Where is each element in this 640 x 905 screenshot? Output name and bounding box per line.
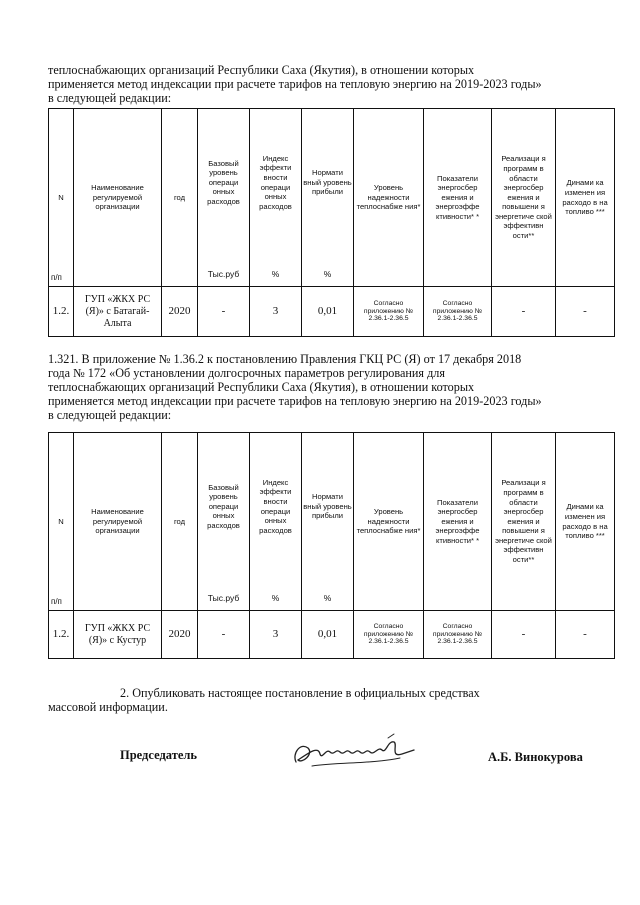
col-header-reliability: Уровень надежности теплоснабже ния* <box>354 433 424 611</box>
section-line: года № 172 «Об установлении долгосрочных параметров регулирования для <box>48 366 445 380</box>
col-header-base: Базовый уровень операци онных расходов Тыс.руб <box>198 433 250 611</box>
col-header-year: год <box>162 433 198 611</box>
col-header-norm: Нормати вный уровень прибыли % <box>302 109 354 287</box>
section-line: 1.321. В приложение № 1.36.2 к постановлению Правления ГКЦ РС (Я) от 17 декабря 2018 <box>48 352 522 366</box>
signer-name: А.Б. Винокурова <box>488 750 583 764</box>
intro-line: в следующей редакции: <box>48 91 172 105</box>
cell-energy: Согласно приложению № 2.36.1-2.36.5 <box>424 611 492 659</box>
cell-norm: 0,01 <box>302 287 354 337</box>
col-header-programs: Реализаци я программ в области энергосбер ежения и повышени я энергетиче ской эффективн ости** <box>492 433 556 611</box>
col-header-energy: Показатели энергосбер ежения и энергоэффе ктивности* * <box>424 109 492 287</box>
cell-n: 1.2. <box>49 611 74 659</box>
col-header-n: N п/п <box>49 433 74 611</box>
cell-name: ГУП «ЖКХ РС (Я)» с Батагай-Алыта <box>74 287 162 337</box>
col-header-dynamics: Динами ка изменен ия расходо в на топливо *** <box>556 109 615 287</box>
col-header-energy: Показатели энергосбер ежения и энергоэффе ктивности* * <box>424 433 492 611</box>
cell-n: 1.2. <box>49 287 74 337</box>
cell-name: ГУП «ЖКХ РС (Я)» с Кустур <box>74 611 162 659</box>
closing-line: 2. Опубликовать настоящее постановление в официальных средствах <box>120 686 480 700</box>
section-line: в следующей редакции: <box>48 408 172 422</box>
intro-paragraph <box>48 63 613 105</box>
closing-paragraph <box>48 686 613 714</box>
handwritten-signature <box>290 732 420 772</box>
section-line: применяется метод индексации при расчете тарифов на тепловую энергию на 2019-2023 годы» <box>48 394 542 408</box>
signature-block <box>120 740 600 780</box>
cell-base: - <box>198 611 250 659</box>
cell-dynamics: - <box>556 287 615 337</box>
cell-reliability: Согласно приложению № 2.36.1-2.36.5 <box>354 611 424 659</box>
col-header-year: год <box>162 109 198 287</box>
header-row <box>49 433 615 611</box>
table-row <box>49 611 615 659</box>
table-row <box>49 287 615 337</box>
cell-dynamics: - <box>556 611 615 659</box>
cell-index: 3 <box>250 611 302 659</box>
closing-line: массовой информации. <box>48 700 168 714</box>
parameters-table-1 <box>48 108 615 337</box>
parameters-table-2 <box>48 432 615 659</box>
cell-index: 3 <box>250 287 302 337</box>
signer-role: Председатель <box>120 748 198 762</box>
intro-line: теплоснабжающих организаций Республики Саха (Якутия), в отношении которых <box>48 63 475 77</box>
cell-norm: 0,01 <box>302 611 354 659</box>
col-header-programs: Реализаци я программ в области энергосбер ежения и повышени я энергетиче ской эффективн ости** <box>492 109 556 287</box>
col-header-n: N п/п <box>49 109 74 287</box>
cell-year: 2020 <box>162 611 198 659</box>
col-header-norm: Нормати вный уровень прибыли % <box>302 433 354 611</box>
col-header-name: Наименование регулируемой организации <box>74 433 162 611</box>
section-1321-paragraph <box>48 352 613 422</box>
cell-programs: - <box>492 287 556 337</box>
cell-year: 2020 <box>162 287 198 337</box>
col-header-index: Индекс эффекти вности операци онных расходов % <box>250 109 302 287</box>
col-header-name: Наименование регулируемой организации <box>74 109 162 287</box>
cell-energy: Согласно приложению № 2.36.1-2.36.5 <box>424 287 492 337</box>
col-header-reliability: Уровень надежности теплоснабже ния* <box>354 109 424 287</box>
col-header-index: Индекс эффекти вности операци онных расходов % <box>250 433 302 611</box>
intro-line: применяется метод индексации при расчете тарифов на тепловую энергию на 2019-2023 годы» <box>48 77 542 91</box>
cell-reliability: Согласно приложению № 2.36.1-2.36.5 <box>354 287 424 337</box>
cell-programs: - <box>492 611 556 659</box>
header-row <box>49 109 615 287</box>
section-line: теплоснабжающих организаций Республики Саха (Якутия), в отношении которых <box>48 380 475 394</box>
col-header-base: Базовый уровень операци онных расходов Тыс.руб <box>198 109 250 287</box>
cell-base: - <box>198 287 250 337</box>
col-header-dynamics: Динами ка изменен ия расходо в на топливо *** <box>556 433 615 611</box>
